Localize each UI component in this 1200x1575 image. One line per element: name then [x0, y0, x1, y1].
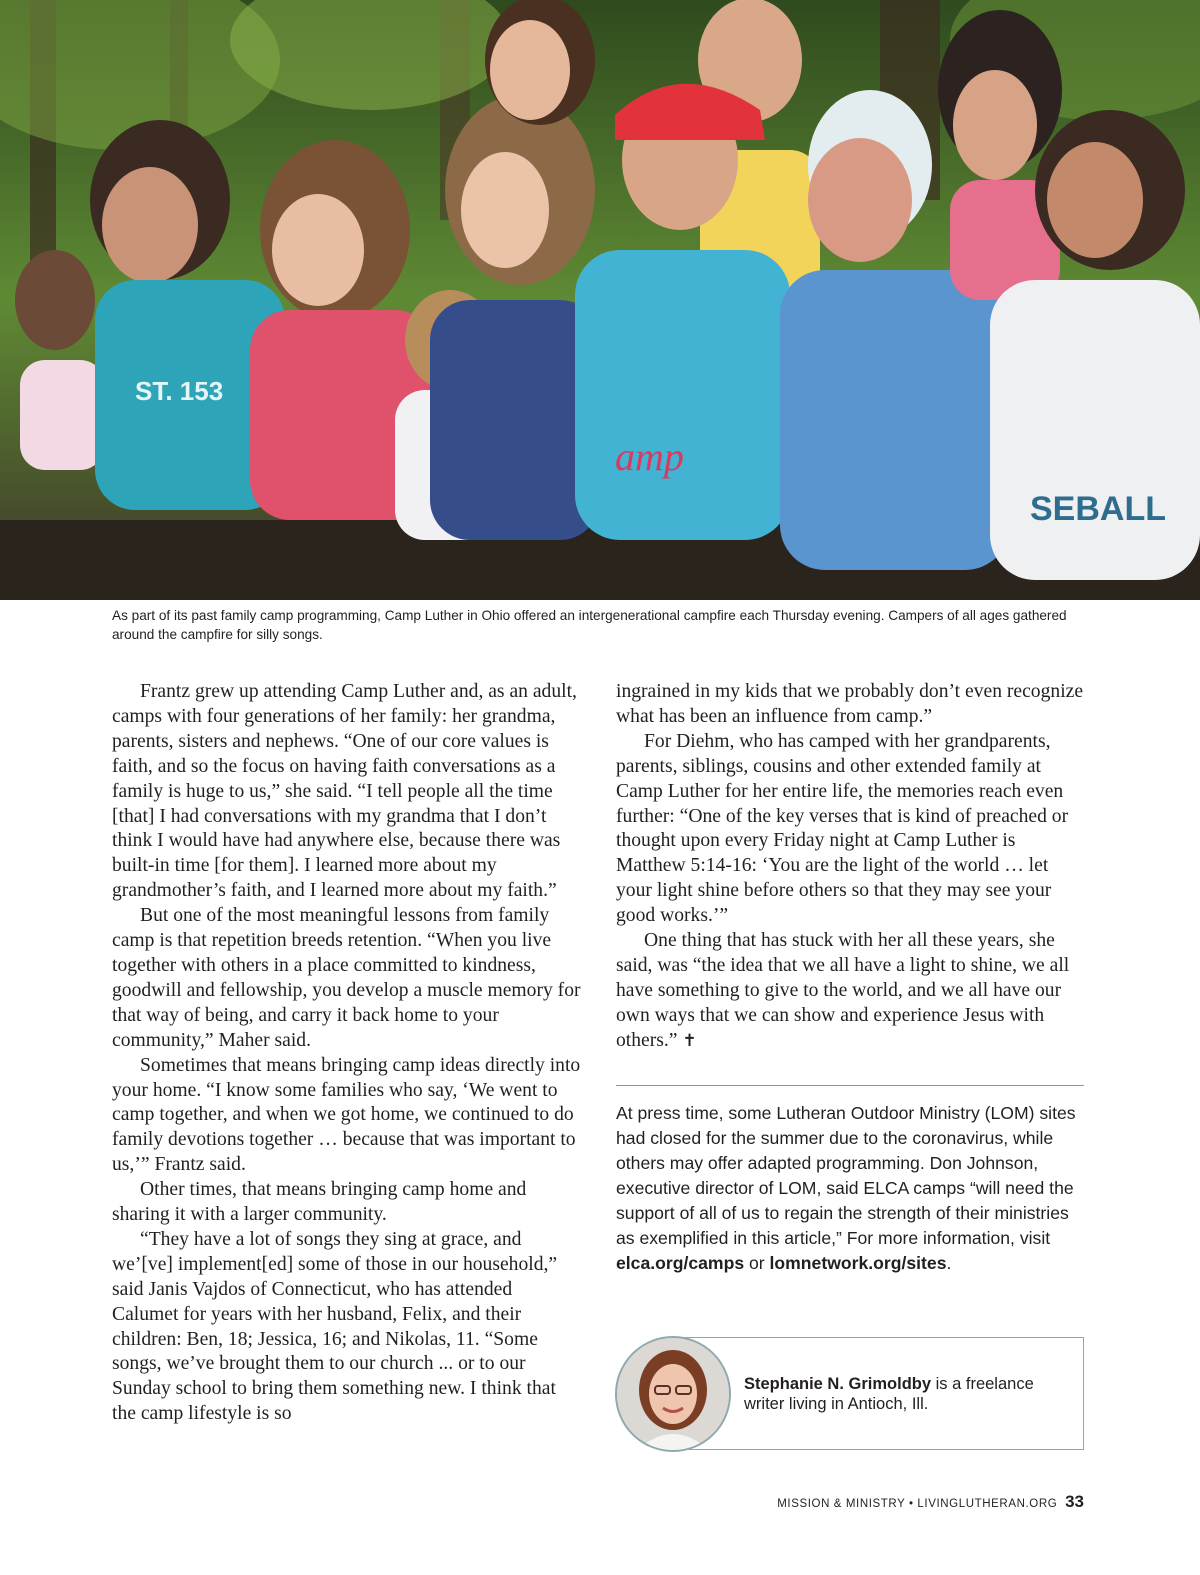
paragraph: Other times, that means bringing camp home and sharing it with a larger community. — [112, 1179, 527, 1226]
paragraph: Sometimes that means bringing camp ideas directly into your home. “I know some families who say, ‘We went to camp together, and when we got home, we continued to do family devotions together … because that was important to us,’” Frantz said. — [112, 1054, 581, 1176]
author-avatar — [615, 1336, 731, 1452]
paragraph: But one of the most meaningful lessons from family camp is that repetition breeds retention. “When you live together with others in a place committed to kindness, goodwill and fellowship, you develop a muscle memory for that way of being, and carry it back home to your community,” Maher said. — [112, 905, 581, 1051]
footer-section: MISSION & MINISTRY • LIVINGLUTHERAN.ORG — [777, 1498, 1058, 1510]
paragraph: Frantz grew up attending Camp Luther and, as an adult, camps with four generations of her family: her grandma, parents, sisters and nephews. “One of our core values is faith, and so the focus on having faith conversations as a family is huge to us,” she said. “I tell people all the time [that] I had conversations with my grandma that I don’t think I would have had anywhere else, because there was built-in time [for them]. I learned more about my grandmother’s faith, and I learned more about my faith.” — [112, 681, 577, 902]
shirt-text-left: ST. 153 — [135, 376, 224, 406]
paragraph-text: One thing that has stuck with her all these years, she said, was “the idea that we all have a light to shine, we all have something to give to the world, and we all have our own ways that we can show and experience Jesus with others.” — [616, 930, 1070, 1051]
article-column-left — [112, 680, 582, 1427]
person-woman-back — [485, 0, 595, 125]
paragraph: For Diehm, who has camped with her grandparents, parents, siblings, cousins and other extended family at Camp Luther for her entire life, the memories reach even further: “One of the key verses that is kind of preached or thought upon every Friday night at Camp Luther is Matthew 5:14-16: ‘You are the light of the world … let your light shine before others so that they may see your good works.’” — [616, 730, 1069, 927]
paragraph-last — [616, 929, 1086, 1054]
editor-note — [616, 1101, 1090, 1276]
campfire-group-illustration — [0, 0, 1200, 600]
author-description: is a freelance writer living in Antioch, Ill. — [744, 1375, 1034, 1413]
author-bio — [744, 1374, 1074, 1414]
end-mark-cross-icon: ✝ — [682, 1030, 697, 1051]
page-number: 33 — [1065, 1492, 1084, 1511]
page-footer — [777, 1492, 1084, 1512]
note-end: . — [946, 1253, 952, 1273]
shirt-text-right: SEBALL — [1030, 490, 1166, 528]
person-woman-center — [430, 95, 600, 540]
author-portrait-illustration — [617, 1338, 729, 1450]
photo-caption: As part of its past family camp programming, Camp Luther in Ohio offered an intergenerational campfire each Thursday evening. Campers of all ages gathered around the campfire for silly songs. — [112, 608, 1067, 642]
note-text: At press time, some Lutheran Outdoor Ministry (LOM) sites had closed for the summer due to the coronavirus, while others may offer adapted programming. Don Johnson, executive director of LOM, said ELCA camps “will need the support of all of us to regain the strength of their ministries as exemplified in this article,” For more information, visit — [616, 1103, 1076, 1248]
paragraph: ingrained in my kids that we probably don’t even recognize what has been an influence from camp.” — [616, 681, 1084, 727]
shirt-text-center: amp — [615, 434, 684, 479]
author-name: Stephanie N. Grimoldby — [744, 1375, 932, 1393]
link-elca-camps[interactable]: elca.org/camps — [616, 1253, 745, 1273]
article-column-right — [616, 680, 1086, 1054]
link-lomnetwork-sites[interactable]: lomnetwork.org/sites — [769, 1253, 947, 1273]
note-connector: or — [744, 1253, 770, 1273]
paragraph: “They have a lot of songs they sing at grace, and we’[ve] implement[ed] some of those in our household,” said Janis Vajdos of Connecticut, who has attended Calumet for years with her husband, Felix, and their children: Ben, 18; Jessica, 16; and Nikolas, 11. “Some songs, we’ve brought them to our church ... or to our Sunday school to bring them something new. I think that the camp lifestyle is so — [112, 1228, 558, 1425]
section-divider — [616, 1085, 1084, 1086]
hero-photo — [0, 0, 1200, 600]
